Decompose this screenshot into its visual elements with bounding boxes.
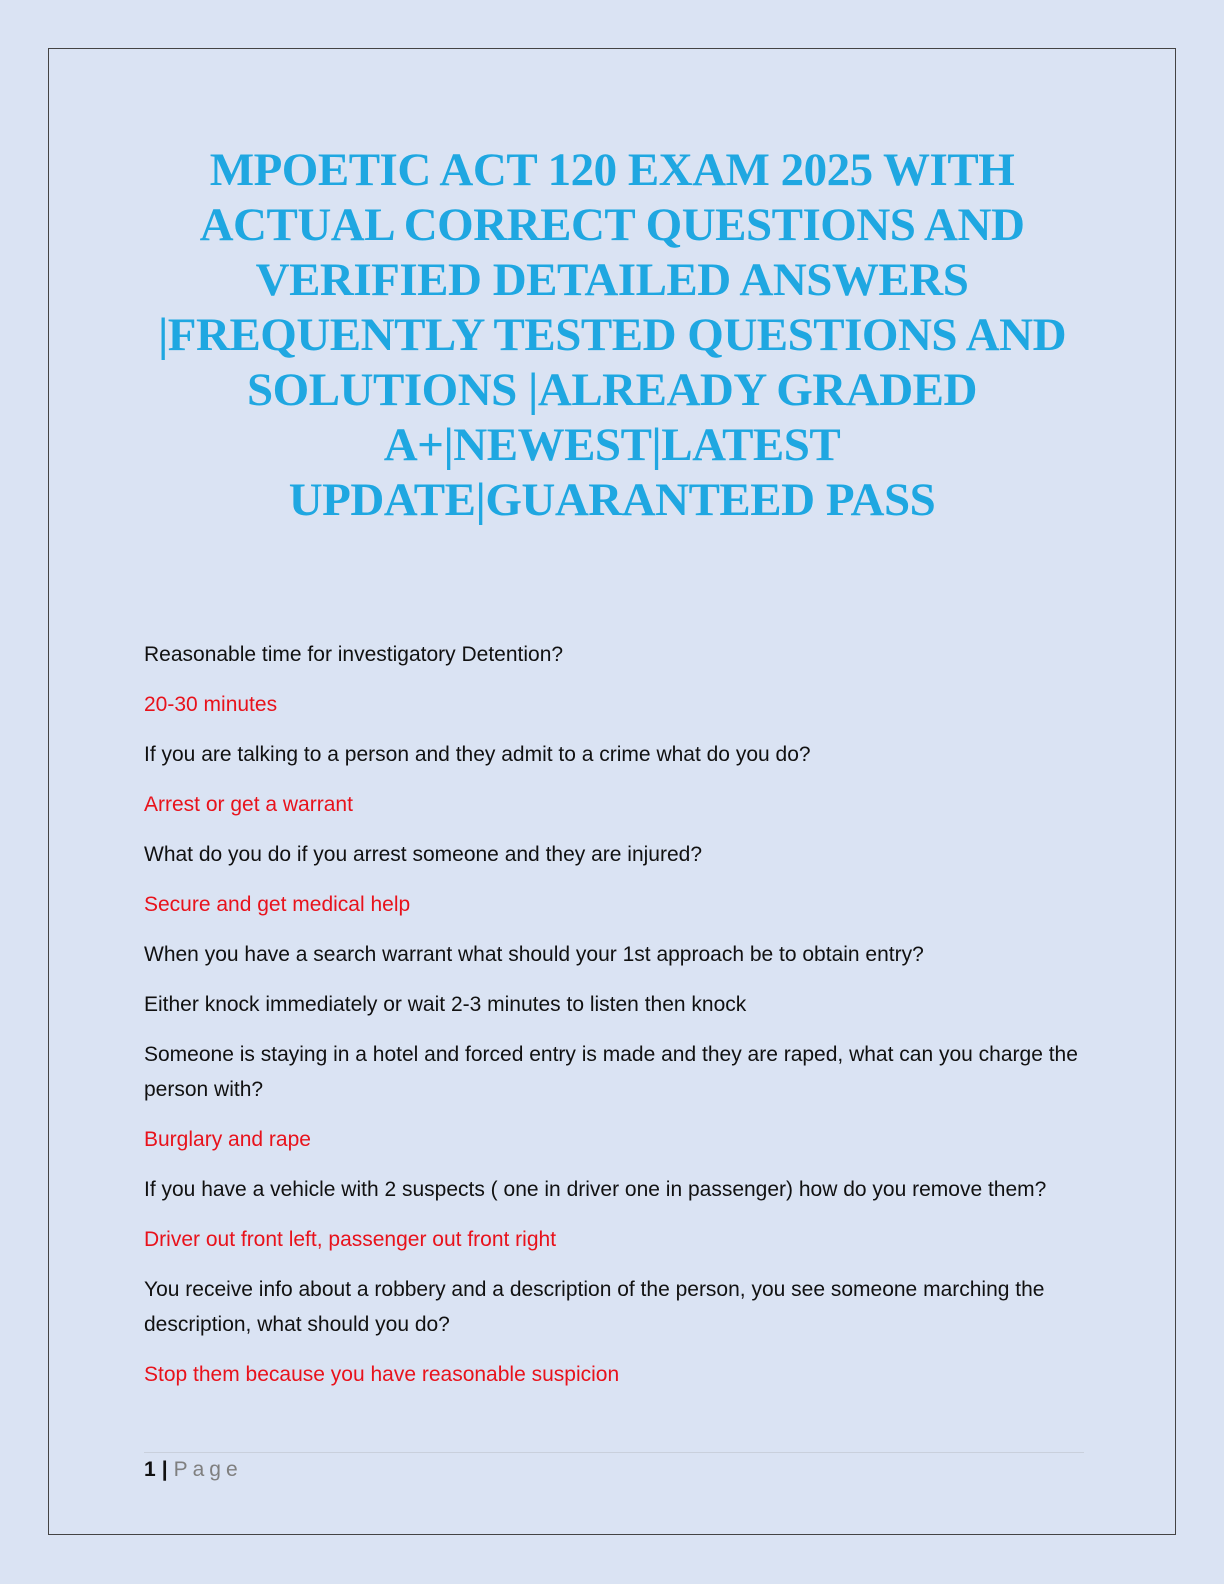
answer-6: Driver out front left, passenger out front right bbox=[144, 1228, 557, 1251]
question-1: Reasonable time for investigatory Detention? bbox=[144, 643, 564, 666]
question-7: You receive info about a robbery and a description of the person, you see someone marching the description, what should you do? bbox=[144, 1278, 1045, 1336]
question-5: Someone is staying in a hotel and forced entry is made and they are raped, what can you charge the person with? bbox=[144, 1043, 1078, 1101]
answer-1: 20-30 minutes bbox=[144, 693, 278, 716]
footer-divider bbox=[144, 1452, 1084, 1453]
document-title: MPOETIC ACT 120 EXAM 2025 WITH ACTUAL CORRECT QUESTIONS AND VERIFIED DETAILED ANSWERS |FREQUENTLY TESTED QUESTIONS AND SOLUTIONS |ALREADY GRADED A+|NEWEST|LATEST UPDATE|GUARANTEED PASS bbox=[157, 144, 1067, 526]
question-3: What do you do if you arrest someone and they are injured? bbox=[144, 843, 702, 866]
answer-2: Arrest or get a warrant bbox=[144, 793, 353, 816]
question-4: When you have a search warrant what should your 1st approach be to obtain entry? bbox=[144, 943, 924, 966]
page-label: Page bbox=[173, 1458, 243, 1481]
question-2: If you are talking to a person and they admit to a crime what do you do? bbox=[144, 743, 811, 766]
qa-list bbox=[144, 637, 1084, 1407]
page-footer bbox=[144, 1456, 243, 1484]
page-number: 1 bbox=[144, 1458, 156, 1481]
question-6: If you have a vehicle with 2 suspects ( one in driver one in passenger) how do you remove them? bbox=[144, 1178, 1047, 1201]
footer-separator: | bbox=[161, 1458, 168, 1481]
answer-7: Stop them because you have reasonable suspicion bbox=[144, 1363, 620, 1386]
answer-4: Either knock immediately or wait 2-3 minutes to listen then knock bbox=[144, 993, 747, 1016]
answer-3: Secure and get medical help bbox=[144, 893, 411, 916]
answer-5: Burglary and rape bbox=[144, 1128, 311, 1151]
